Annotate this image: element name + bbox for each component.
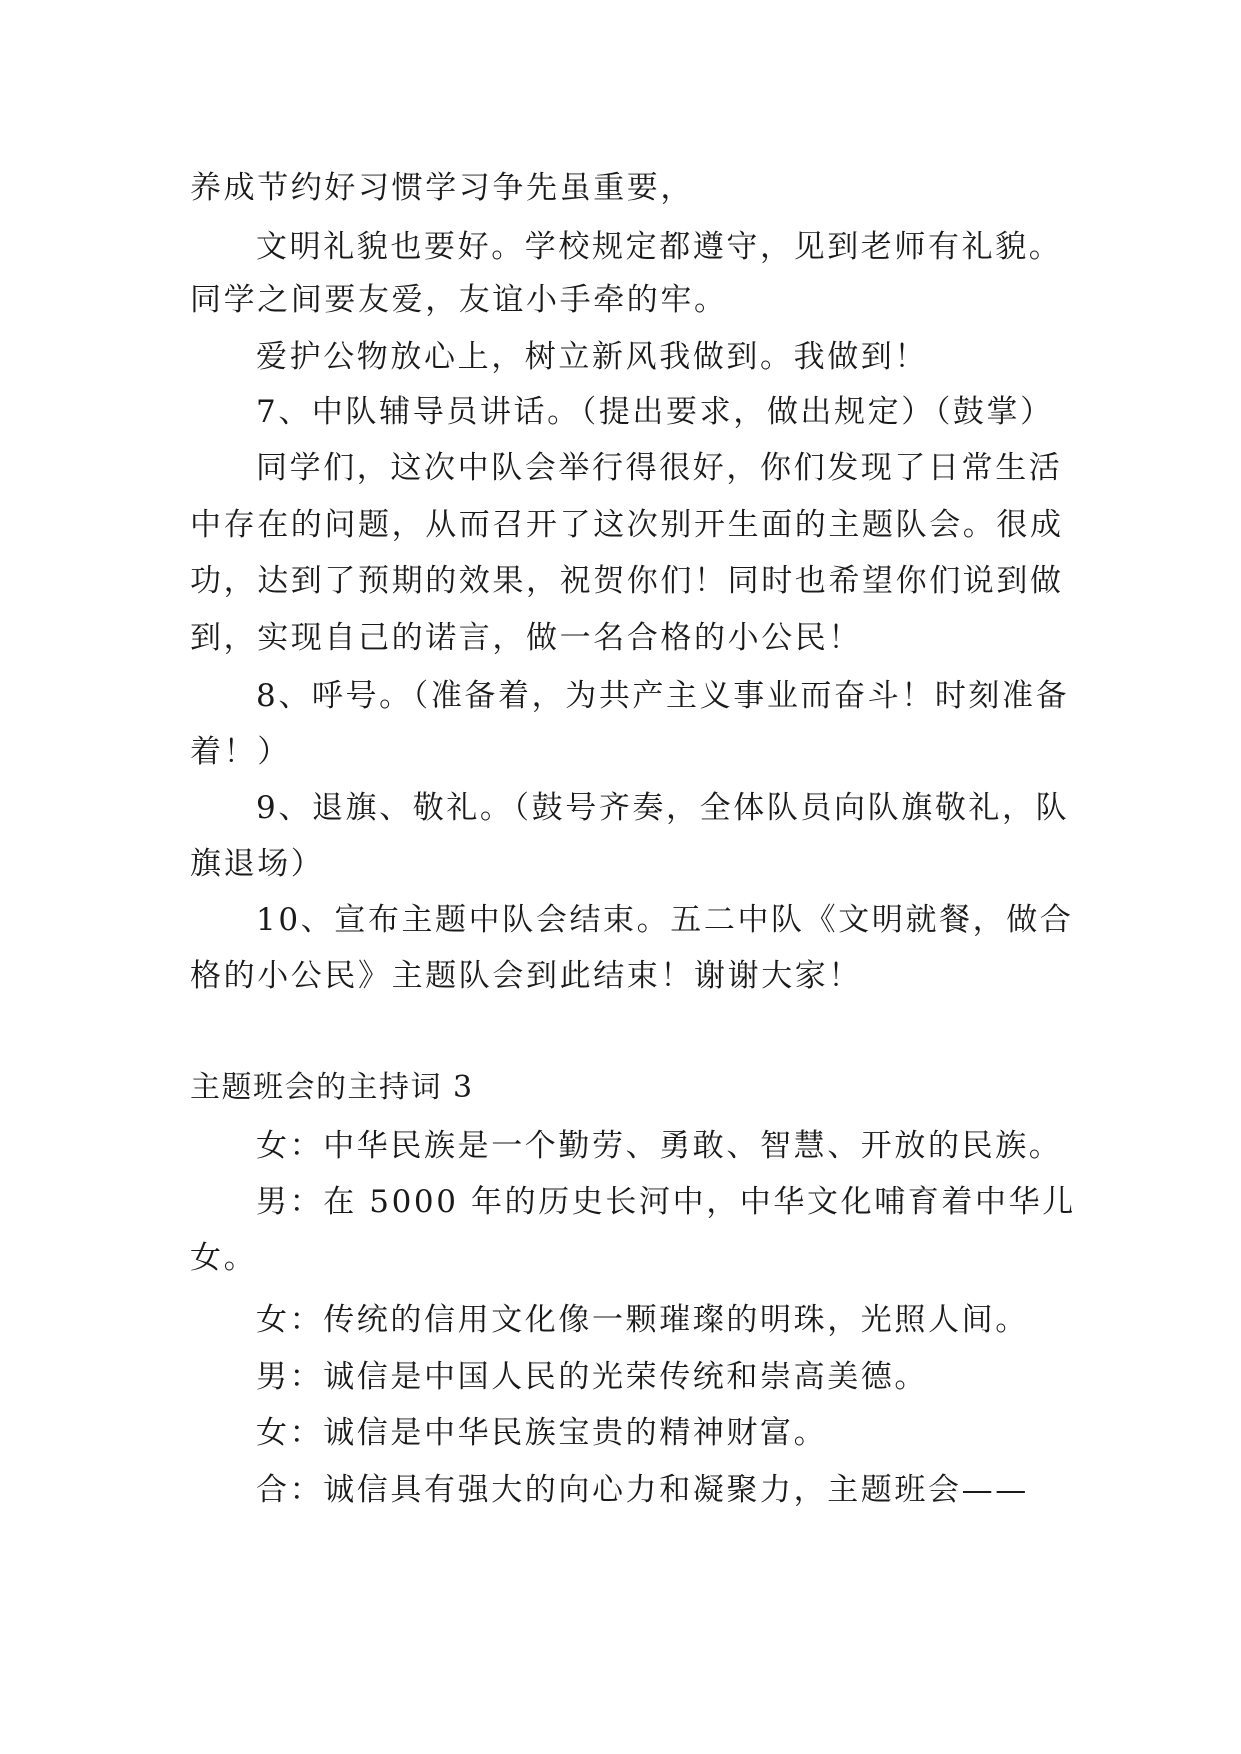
paragraph-line: 10、宣布主题中队会结束。五二中队《文明就餐，做合 (256, 902, 1074, 938)
paragraph-line: 着！） (190, 734, 291, 770)
paragraph-line: 文明礼貌也要好。学校规定都遵守，见到老师有礼貌。 (256, 229, 1063, 265)
paragraph-line: 爱护公物放心上，树立新风我做到。我做到！ (256, 339, 928, 375)
dialogue-line: 合：诚信具有强大的向心力和凝聚力，主题班会—— (256, 1472, 1029, 1508)
paragraph-line: 养成节约好习惯学习争先虽重要， (190, 170, 694, 206)
paragraph-line: 旗退场） (190, 846, 325, 882)
dialogue-line: 男：在 5000 年的历史长河中，中华文化哺育着中华儿 (256, 1184, 1076, 1220)
dialogue-line: 女。 (190, 1240, 258, 1276)
paragraph-line: 7、中队辅导员讲话。（提出要求，做出规定）（鼓掌） (256, 394, 1054, 430)
dialogue-line: 男：诚信是中国人民的光荣传统和崇高美德。 (256, 1359, 928, 1395)
section-heading: 主题班会的主持词 3 (190, 1070, 474, 1105)
dialogue-line: 女：诚信是中华民族宝贵的精神财富。 (256, 1415, 828, 1451)
paragraph-line: 8、呼号。（准备着，为共产主义事业而奋斗！时刻准备 (256, 678, 1070, 714)
paragraph-line: 格的小公民》主题队会到此结束！谢谢大家！ (190, 958, 862, 994)
paragraph-line: 功，达到了预期的效果，祝贺你们！同时也希望你们说到做 (190, 563, 1064, 599)
dialogue-line: 女：传统的信用文化像一颗璀璨的明珠，光照人间。 (256, 1302, 1029, 1338)
dialogue-line: 女：中华民族是一个勤劳、勇敢、智慧、开放的民族。 (256, 1128, 1063, 1164)
paragraph-line: 到，实现自己的诺言，做一名合格的小公民！ (190, 620, 862, 656)
paragraph-line: 同学之间要友爱，友谊小手牵的牢。 (190, 282, 728, 318)
paragraph-line: 中存在的问题，从而召开了这次别开生面的主题队会。很成 (190, 507, 1064, 543)
paragraph-line: 9、退旗、敬礼。（鼓号齐奏，全体队员向队旗敬礼，队 (256, 790, 1070, 826)
paragraph-line: 同学们，这次中队会举行得很好，你们发现了日常生活 (256, 450, 1063, 486)
